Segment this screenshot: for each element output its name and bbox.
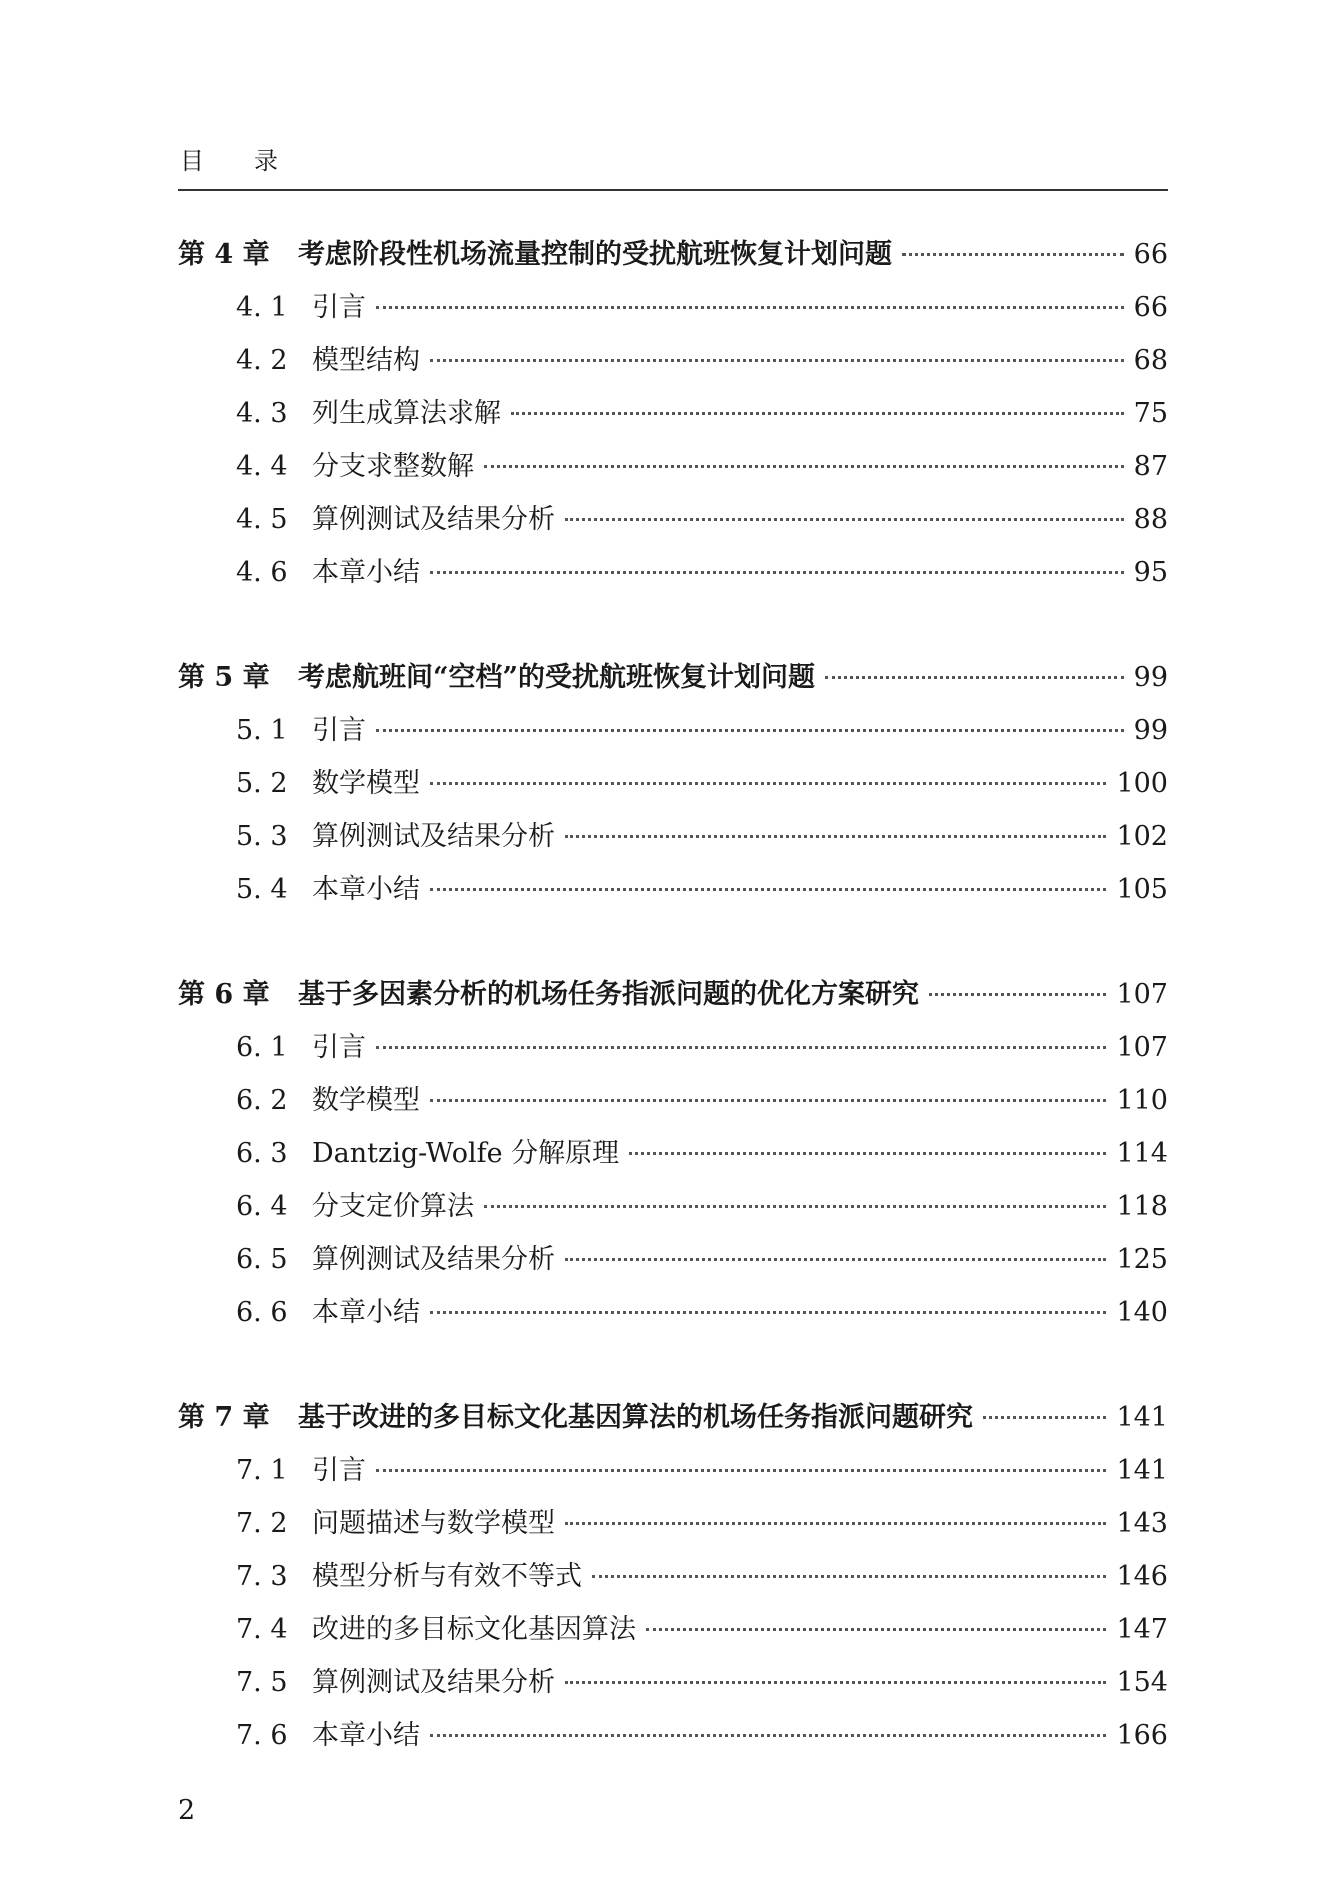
- toc-chapter-entry[interactable]: [178, 968, 1168, 1021]
- dot-leader: [929, 993, 1106, 996]
- toc-chapter-entry[interactable]: [178, 651, 1168, 704]
- dot-leader: [430, 782, 1106, 785]
- section-title: 改进的多目标文化基因算法: [312, 1614, 636, 1645]
- toc-section-entry[interactable]: [178, 1180, 1168, 1233]
- section-number: 4. 4: [236, 451, 288, 482]
- dot-leader: [565, 1522, 1106, 1525]
- page-ref: 68: [1133, 345, 1168, 376]
- dot-leader: [565, 835, 1106, 838]
- section-title: 算例测试及结果分析: [312, 504, 555, 535]
- section-number: 6. 3: [236, 1138, 288, 1169]
- dot-leader: [376, 306, 1124, 309]
- dot-leader: [983, 1416, 1106, 1419]
- toc-section-entry[interactable]: [178, 757, 1168, 810]
- section-number: 7. 2: [236, 1508, 288, 1539]
- toc-chapter-5: [178, 651, 1168, 916]
- page-ref: 102: [1116, 821, 1168, 852]
- toc-chapter-4: [178, 228, 1168, 599]
- section-title: 分支求整数解: [312, 451, 474, 482]
- section-number: 6. 6: [236, 1297, 288, 1328]
- section-number: 6. 1: [236, 1032, 288, 1063]
- page-ref: 143: [1116, 1508, 1168, 1539]
- dot-leader: [565, 1681, 1106, 1684]
- toc-section-entry[interactable]: [178, 863, 1168, 916]
- section-number: 6. 5: [236, 1244, 288, 1275]
- section-number: 6. 2: [236, 1085, 288, 1116]
- section-title: 数学模型: [312, 768, 420, 799]
- section-title: 引言: [312, 1032, 366, 1063]
- page-ref: 114: [1116, 1138, 1168, 1169]
- chapter-number: 第 5 章: [178, 662, 270, 693]
- dot-leader: [376, 1469, 1106, 1472]
- section-number: 4. 3: [236, 398, 288, 429]
- running-header-char-2: 录: [254, 147, 278, 175]
- page-ref: 125: [1116, 1244, 1168, 1275]
- page-ref: 110: [1116, 1085, 1168, 1116]
- section-number: 7. 6: [236, 1720, 288, 1751]
- dot-leader: [511, 412, 1124, 415]
- section-title: 问题描述与数学模型: [312, 1508, 555, 1539]
- page-ref: 66: [1133, 239, 1168, 270]
- section-title: 本章小结: [312, 557, 420, 588]
- toc-section-entry[interactable]: [178, 704, 1168, 757]
- page-ref: 88: [1133, 504, 1168, 535]
- page-ref: 118: [1116, 1191, 1168, 1222]
- toc-chapter-entry[interactable]: [178, 1391, 1168, 1444]
- toc-section-entry[interactable]: [178, 440, 1168, 493]
- toc-section-entry[interactable]: [178, 1550, 1168, 1603]
- section-number: 4. 2: [236, 345, 288, 376]
- toc-section-entry[interactable]: [178, 1127, 1168, 1180]
- section-title: 模型结构: [312, 345, 420, 376]
- page-ref: 140: [1116, 1297, 1168, 1328]
- section-title: Dantzig-Wolfe 分解原理: [312, 1138, 620, 1169]
- chapter-number: 第 4 章: [178, 239, 270, 270]
- running-header-char-1: 目: [180, 147, 204, 175]
- dot-leader: [430, 888, 1106, 891]
- dot-leader: [484, 465, 1124, 468]
- section-title: 引言: [312, 1455, 366, 1486]
- page-ref: 107: [1116, 979, 1168, 1010]
- dot-leader: [629, 1152, 1106, 1155]
- toc-section-entry[interactable]: [178, 1444, 1168, 1497]
- dot-leader: [825, 676, 1124, 679]
- page-ref: 147: [1116, 1614, 1168, 1645]
- section-title: 列生成算法求解: [312, 398, 501, 429]
- chapter-number: 第 7 章: [178, 1402, 270, 1433]
- chapter-title: 基于多因素分析的机场任务指派问题的优化方案研究: [298, 979, 919, 1010]
- toc-section-entry[interactable]: [178, 546, 1168, 599]
- toc-section-entry[interactable]: [178, 387, 1168, 440]
- section-title: 本章小结: [312, 1297, 420, 1328]
- toc-chapter-6: [178, 968, 1168, 1339]
- dot-leader: [565, 518, 1124, 521]
- page-ref: 105: [1116, 874, 1168, 905]
- section-number: 5. 2: [236, 768, 288, 799]
- toc-section-entry[interactable]: [178, 493, 1168, 546]
- section-number: 5. 4: [236, 874, 288, 905]
- dot-leader: [565, 1258, 1106, 1261]
- dot-leader: [430, 1099, 1106, 1102]
- toc-section-entry[interactable]: [178, 1074, 1168, 1127]
- section-title: 引言: [312, 715, 366, 746]
- toc-section-entry[interactable]: [178, 1233, 1168, 1286]
- page-ref: 100: [1116, 768, 1168, 799]
- section-number: 7. 5: [236, 1667, 288, 1698]
- section-number: 7. 4: [236, 1614, 288, 1645]
- page-ref: 166: [1116, 1720, 1168, 1751]
- section-title: 模型分析与有效不等式: [312, 1561, 582, 1592]
- dot-leader: [376, 1046, 1106, 1049]
- section-title: 引言: [312, 292, 366, 323]
- page-number: 2: [178, 1795, 196, 1826]
- table-of-contents: [178, 228, 1168, 1814]
- section-title: 本章小结: [312, 1720, 420, 1751]
- page-ref: 99: [1133, 715, 1168, 746]
- dot-leader: [430, 1734, 1106, 1737]
- section-number: 4. 6: [236, 557, 288, 588]
- chapter-number: 第 6 章: [178, 979, 270, 1010]
- running-header: [178, 145, 1168, 191]
- section-title: 算例测试及结果分析: [312, 1244, 555, 1275]
- section-number: 6. 4: [236, 1191, 288, 1222]
- dot-leader: [646, 1628, 1106, 1631]
- dot-leader: [376, 729, 1124, 732]
- toc-section-entry[interactable]: [178, 1709, 1168, 1762]
- section-title: 算例测试及结果分析: [312, 1667, 555, 1698]
- toc-section-entry[interactable]: [178, 1603, 1168, 1656]
- section-number: 4. 5: [236, 504, 288, 535]
- page-ref: 141: [1116, 1402, 1168, 1433]
- toc-section-entry[interactable]: [178, 1286, 1168, 1339]
- section-title: 本章小结: [312, 874, 420, 905]
- toc-section-entry[interactable]: [178, 334, 1168, 387]
- toc-chapter-entry[interactable]: [178, 228, 1168, 281]
- toc-section-entry[interactable]: [178, 1021, 1168, 1074]
- dot-leader: [484, 1205, 1106, 1208]
- dot-leader: [430, 359, 1124, 362]
- page-ref: 75: [1133, 398, 1168, 429]
- page-ref: 141: [1116, 1455, 1168, 1486]
- page-ref: 107: [1116, 1032, 1168, 1063]
- section-title: 算例测试及结果分析: [312, 821, 555, 852]
- toc-section-entry[interactable]: [178, 1656, 1168, 1709]
- page-ref: 99: [1133, 662, 1168, 693]
- page-ref: 146: [1116, 1561, 1168, 1592]
- section-number: 7. 3: [236, 1561, 288, 1592]
- page-ref: 95: [1133, 557, 1168, 588]
- toc-section-entry[interactable]: [178, 281, 1168, 334]
- dot-leader: [430, 1311, 1106, 1314]
- chapter-title: 考虑航班间“空档”的受扰航班恢复计划问题: [298, 662, 816, 693]
- page-ref: 87: [1133, 451, 1168, 482]
- section-number: 5. 3: [236, 821, 288, 852]
- chapter-title: 基于改进的多目标文化基因算法的机场任务指派问题研究: [298, 1402, 973, 1433]
- toc-section-entry[interactable]: [178, 810, 1168, 863]
- toc-section-entry[interactable]: [178, 1497, 1168, 1550]
- page-ref: 66: [1133, 292, 1168, 323]
- dot-leader: [902, 253, 1124, 256]
- section-number: 4. 1: [236, 292, 288, 323]
- page-ref: 154: [1116, 1667, 1168, 1698]
- chapter-title: 考虑阶段性机场流量控制的受扰航班恢复计划问题: [298, 239, 892, 270]
- section-title: 数学模型: [312, 1085, 420, 1116]
- section-number: 5. 1: [236, 715, 288, 746]
- section-number: 7. 1: [236, 1455, 288, 1486]
- section-title: 分支定价算法: [312, 1191, 474, 1222]
- dot-leader: [430, 571, 1124, 574]
- dot-leader: [592, 1575, 1106, 1578]
- toc-chapter-7: [178, 1391, 1168, 1762]
